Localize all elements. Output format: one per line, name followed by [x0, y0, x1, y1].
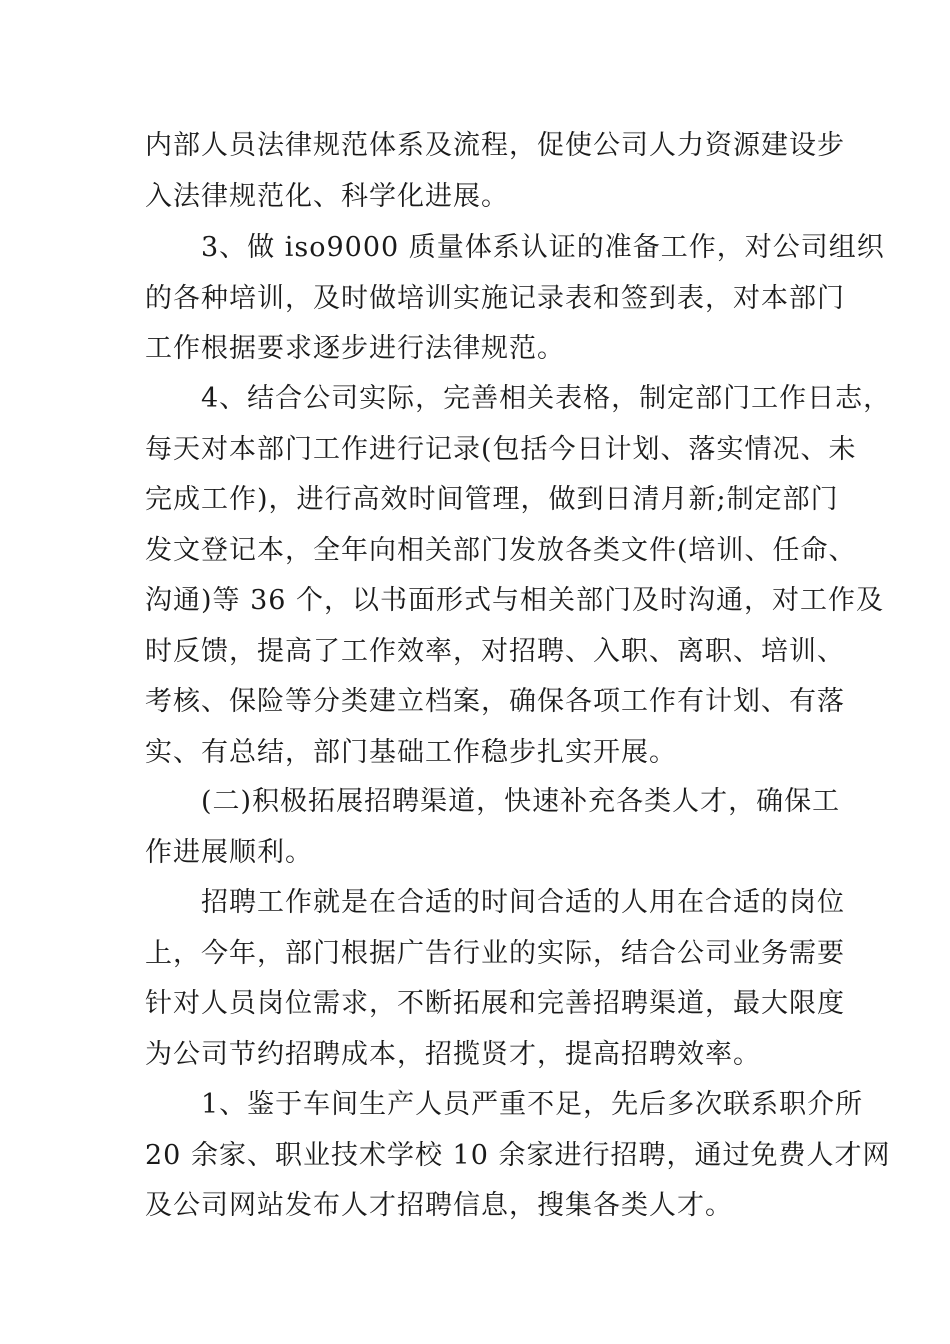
- paragraph-iso-preparation: [145, 223, 885, 375]
- text-line: (二)积极拓展招聘渠道，快速补充各类人才，确保工: [201, 786, 841, 817]
- text-line: 实、有总结，部门基础工作稳步扎实开展。: [145, 736, 677, 768]
- section-heading-recruitment: [145, 777, 841, 878]
- text-line: 完成工作)，进行高效时间管理，做到日清月新;制定部门: [145, 484, 839, 515]
- text-line: 及公司网站发布人才招聘信息，搜集各类人才。: [145, 1190, 733, 1221]
- text-line: 为公司节约招聘成本，招揽贤才，提高招聘效率。: [145, 1038, 761, 1070]
- text-line: 4、结合公司实际，完善相关表格，制定部门工作日志，: [201, 383, 892, 414]
- paragraph-continuation: [145, 121, 845, 222]
- paragraph-department-log: [145, 374, 892, 778]
- text-line: 3、做 iso9000 质量体系认证的准备工作，对公司组织: [201, 232, 885, 263]
- text-line: 时反馈，提高了工作效率，对招聘、入职、离职、培训、: [145, 635, 845, 667]
- paragraph-workshop-staffing: [145, 1080, 891, 1232]
- text-line: 的各种培训，及时做培训实施记录表和签到表，对本部门: [145, 282, 845, 314]
- text-line: 招聘工作就是在合适的时间合适的人用在合适的岗位: [201, 887, 845, 918]
- text-line: 针对人员岗位需求，不断拓展和完善招聘渠道，最大限度: [145, 988, 845, 1019]
- text-line: 20 余家、职业技术学校 10 余家进行招聘，通过免费人才网: [145, 1139, 891, 1171]
- text-line: 上，今年，部门根据广告行业的实际，结合公司业务需要: [145, 937, 845, 969]
- text-line: 工作根据要求逐步进行法律规范。: [145, 333, 565, 364]
- text-line: 作进展顺利。: [145, 836, 313, 868]
- text-line: 入法律规范化、科学化进展。: [145, 180, 509, 212]
- text-line: 每天对本部门工作进行记录(包括今日计划、落实情况、未: [145, 433, 857, 465]
- text-line: 沟通)等 36 个，以书面形式与相关部门及时沟通，对工作及: [145, 585, 885, 616]
- text-line: 1、鉴于车间生产人员严重不足，先后多次联系职介所: [201, 1089, 864, 1120]
- text-line: 考核、保险等分类建立档案，确保各项工作有计划、有落: [145, 686, 845, 717]
- paragraph-recruitment-overview: [145, 878, 845, 1080]
- text-line: 内部人员法律规范体系及流程，促使公司人力资源建设步: [145, 130, 845, 161]
- text-line: 发文登记本，全年向相关部门发放各类文件(培训、任命、: [145, 534, 857, 566]
